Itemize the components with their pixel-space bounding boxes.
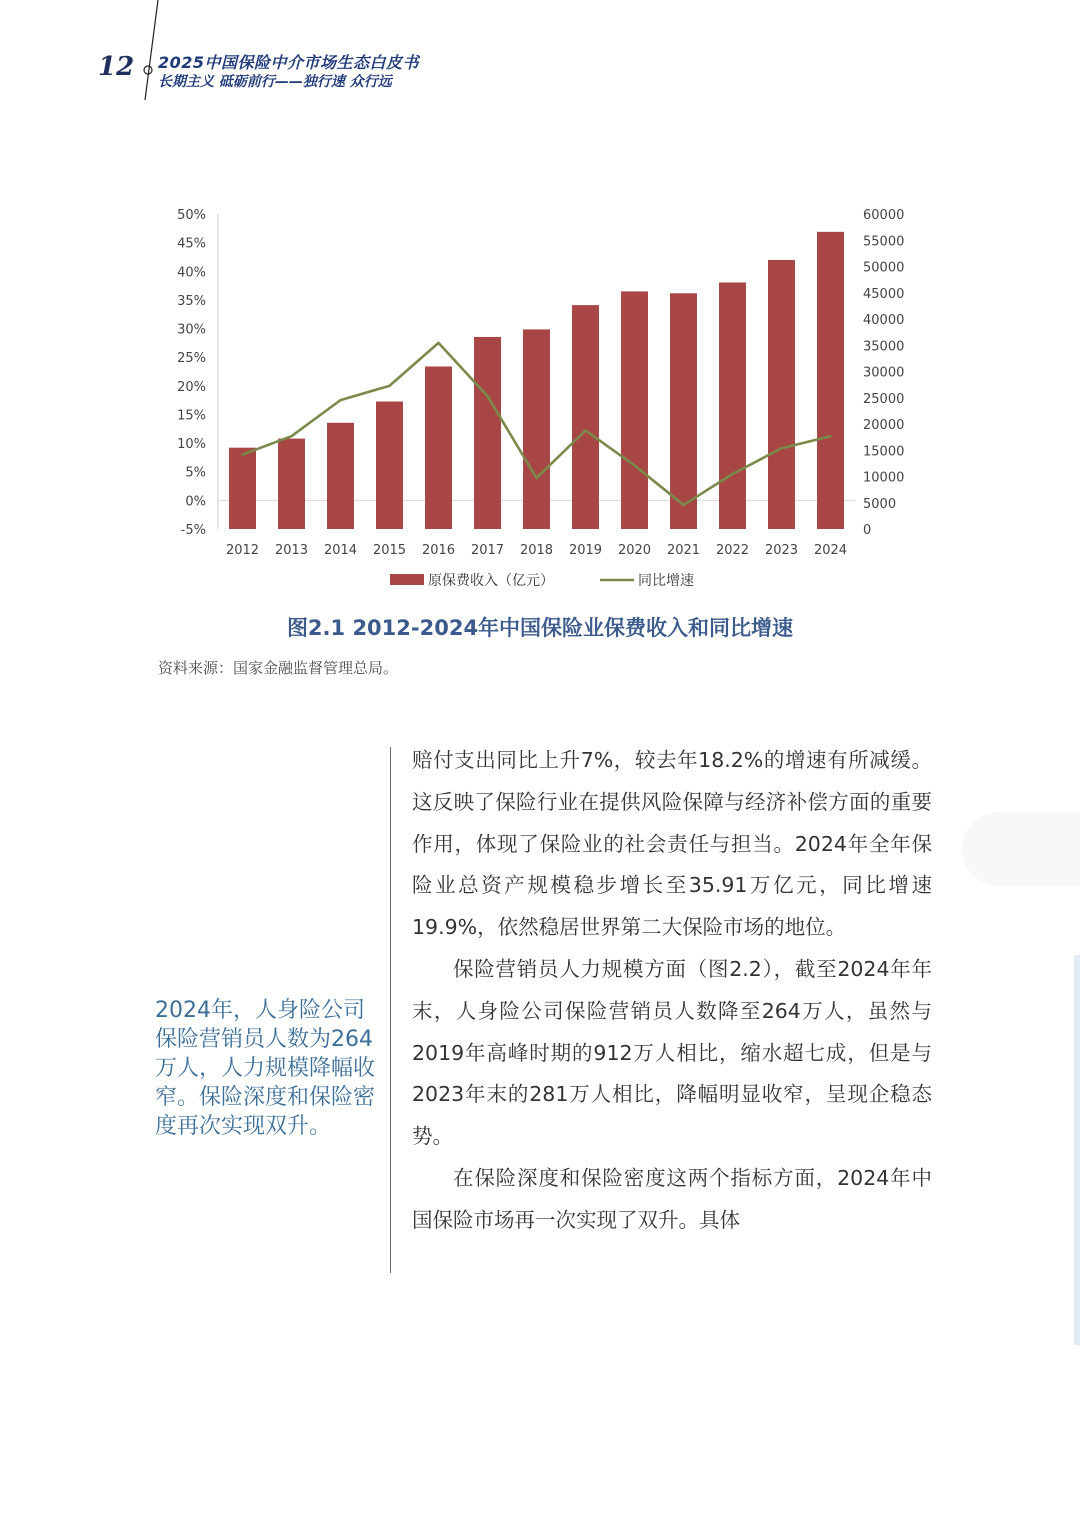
premium-chart	[150, 195, 930, 605]
right-tick-label: 45000	[863, 286, 905, 302]
left-tick-label: 0%	[185, 494, 206, 510]
right-tick-label: 50000	[863, 260, 905, 276]
right-tick-label: 5000	[863, 496, 897, 512]
growth-rate-point	[486, 395, 488, 397]
growth-rate-point	[241, 453, 243, 455]
column-divider	[390, 747, 391, 1273]
left-tick-label: 45%	[177, 236, 206, 252]
x-tick-label: 2017	[470, 543, 505, 558]
x-tick-label: 2013	[274, 543, 309, 558]
left-tick-label: 30%	[177, 322, 206, 338]
growth-rate-point	[290, 435, 292, 437]
right-tick-label: 0	[863, 523, 872, 538]
x-tick-label: 2020	[617, 543, 652, 558]
premium-bar	[376, 402, 403, 529]
growth-rate-point	[682, 504, 684, 506]
x-tick-label: 2015	[372, 543, 407, 558]
right-tick-label: 30000	[863, 365, 905, 381]
premium-bar	[670, 293, 697, 529]
left-tick-label: 10%	[177, 437, 206, 453]
paragraph-3: 在保险深度和保险密度这两个指标方面，2024年中国保险市场再一次实现了双升。具体	[412, 1165, 932, 1232]
left-tick-label: -5%	[180, 523, 206, 538]
legend-bar-swatch	[390, 574, 424, 585]
x-tick-label: 2023	[764, 543, 799, 558]
left-tick-label: 20%	[177, 379, 206, 395]
legend-bar-label: 原保费收入（亿元）	[428, 573, 554, 589]
premium-bar	[425, 366, 452, 529]
legend-line-label: 同比增速	[638, 573, 694, 589]
x-tick-label: 2019	[568, 543, 603, 558]
page-edge-tab	[1074, 955, 1080, 1345]
premium-bar	[229, 448, 256, 529]
x-tick-label: 2012	[225, 543, 260, 558]
premium-bar	[327, 423, 354, 529]
x-tick-label: 2016	[421, 543, 456, 558]
right-tick-label: 35000	[863, 339, 905, 355]
page-number: 12	[98, 52, 135, 82]
paragraph-2: 保险营销员人力规模方面（图2.2），截至2024年年末，人身险公司保险营销员人数降至264万人，虽然与2019年高峰时期的912万人相比，缩水超七成，但是与2023年末的281万人相比，降幅明显收窄，呈现企稳态势。	[412, 956, 932, 1149]
premium-bar	[817, 232, 844, 529]
chart-svg	[150, 195, 930, 605]
right-tick-label: 60000	[863, 208, 905, 223]
left-tick-label: 40%	[177, 265, 206, 281]
sidebar-note: 2024年，人身险公司保险营销员人数为264万人，人力规模降幅收窄。保险深度和保险密度再次实现双升。	[155, 998, 376, 1139]
x-tick-label: 2024	[813, 543, 848, 558]
growth-rate-point	[829, 435, 831, 437]
growth-rate-point	[731, 473, 733, 475]
figure-source: 资料来源：国家金融监督管理总局。	[158, 659, 399, 677]
growth-rate-point	[535, 477, 537, 479]
growth-rate-point	[780, 447, 782, 449]
x-tick-label: 2021	[666, 543, 701, 558]
right-tick-label: 15000	[863, 444, 905, 460]
growth-rate-point	[633, 464, 635, 466]
page-header	[0, 0, 1080, 110]
growth-rate-point	[388, 385, 390, 387]
premium-bar	[768, 260, 795, 529]
left-tick-label: 15%	[177, 408, 206, 424]
premium-bar	[572, 305, 599, 529]
left-tick-label: 50%	[177, 208, 206, 223]
growth-rate-point	[437, 342, 439, 344]
right-tick-label: 20000	[863, 418, 905, 433]
premium-bar	[719, 282, 746, 529]
growth-rate-point	[584, 429, 586, 431]
right-tick-label: 55000	[863, 234, 905, 250]
x-tick-label: 2014	[323, 543, 358, 558]
book-title: 2025中国保险中介市场生态白皮书	[158, 53, 420, 72]
figure-caption: 图2.1 2012-2024年中国保险业保费收入和同比增速	[286, 616, 794, 640]
premium-bar	[278, 439, 305, 529]
growth-rate-point	[339, 399, 341, 401]
premium-bar	[523, 329, 550, 529]
paragraph-1: 赔付支出同比上升7%，较去年18.2%的增速有所减缓。这反映了保险行业在提供风险保障与经济补偿方面的重要作用，体现了保险业的社会责任与担当。2024年全年保险业总资产规模稳步增长至35.91万亿元，同比增速19.9%，依然稳居世界第二大保险市场的地位。	[412, 748, 932, 940]
x-tick-label: 2018	[519, 543, 554, 558]
left-tick-label: 25%	[177, 351, 206, 367]
book-subtitle: 长期主义 砥砺前行——独行速 众行远	[158, 74, 392, 90]
left-tick-label: 5%	[185, 465, 206, 481]
x-tick-label: 2022	[715, 543, 750, 558]
premium-bar	[621, 291, 648, 529]
premium-bar	[474, 337, 501, 529]
right-tick-label: 40000	[863, 313, 905, 328]
right-tick-label: 25000	[863, 391, 905, 407]
right-tick-label: 10000	[863, 470, 905, 486]
left-tick-label: 35%	[177, 293, 206, 309]
body-text	[412, 740, 932, 1242]
page-edge-shadow	[962, 812, 1080, 886]
